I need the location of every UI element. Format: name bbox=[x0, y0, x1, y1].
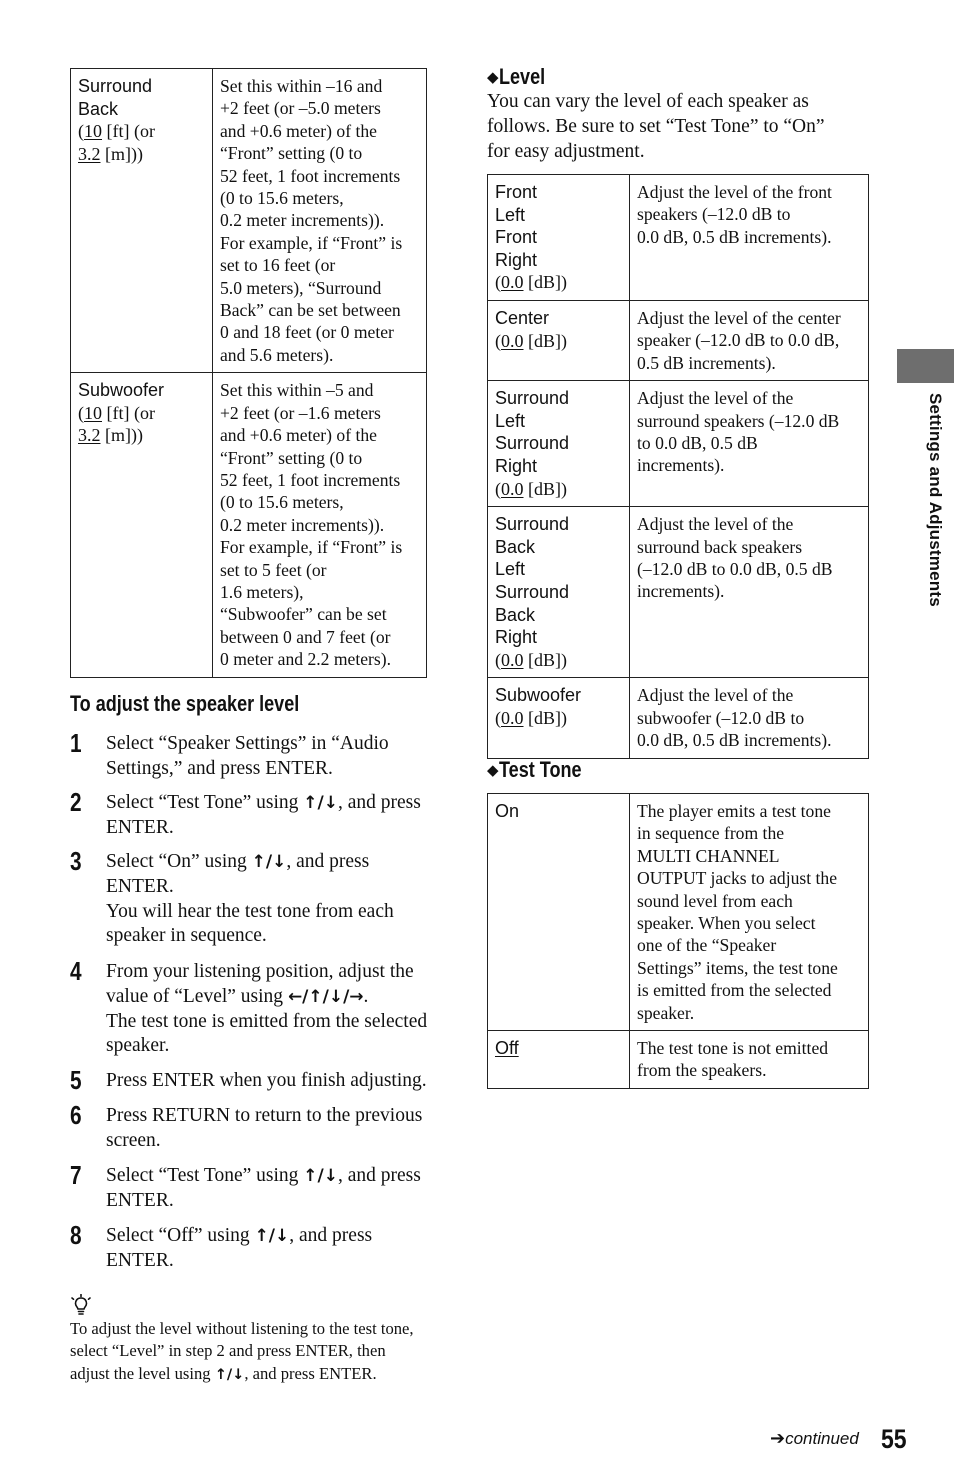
page-number: 55 bbox=[881, 1424, 907, 1454]
row-label bbox=[71, 373, 213, 677]
up-down-arrow-icon: ↑/↓ bbox=[251, 852, 287, 872]
test-tone-table bbox=[487, 793, 869, 1089]
arrow-right-icon: ➔ bbox=[770, 1428, 786, 1449]
default-value: 3.2 [m])) bbox=[78, 143, 143, 164]
section-heading: To adjust the speaker level bbox=[70, 691, 300, 716]
row-label bbox=[71, 69, 213, 373]
step-5: 5 Press ENTER when you finish adjusting. bbox=[70, 1065, 427, 1095]
continued-note: ➔continued bbox=[770, 1428, 859, 1449]
level-intro: You can vary the level of each speaker as follows. Be sure to set “Test Tone” to “On” for easy adjustment. bbox=[487, 91, 825, 162]
table-row bbox=[488, 175, 869, 301]
step-6: 6 Press RETURN to return to the previous screen. bbox=[70, 1100, 423, 1151]
step-number: 8 bbox=[70, 1220, 82, 1250]
table-row bbox=[488, 1031, 869, 1089]
step-number: 5 bbox=[70, 1065, 82, 1095]
step-1: 1 Select “Speaker Settings” in “Audio Settings,” and press ENTER. bbox=[70, 728, 389, 779]
lightbulb-icon bbox=[70, 1294, 92, 1316]
step-8: 8 Select “Off” using ↑/↓, and press ENTER. bbox=[70, 1220, 373, 1271]
table-row bbox=[488, 794, 869, 1031]
speaker-distance-table bbox=[70, 68, 427, 678]
level-table bbox=[487, 174, 869, 759]
level-heading: ◆Level bbox=[487, 64, 545, 89]
step-7: 7 Select “Test Tone” using ↑/↓, and press ENTER. bbox=[70, 1160, 421, 1211]
default-value: (0.0 [dB]) bbox=[495, 330, 567, 351]
row-description: Adjust the level of the subwoofer (–12.0 dB to 0.0 dB, 0.5 dB increments). bbox=[630, 678, 869, 758]
row-label: Surround Left Surround Right (0.0 [dB]) bbox=[488, 381, 630, 507]
step-4: 4 From your listening position, adjust the value of “Level” using ←/↑/↓/→. The test tone is emitted from the selected speaker. bbox=[70, 956, 428, 1057]
up-down-arrow-icon: ↑/↓ bbox=[214, 1366, 245, 1383]
default-value: 3.2 [m])) bbox=[78, 425, 143, 446]
step-number: 7 bbox=[70, 1160, 82, 1190]
row-description: Adjust the level of the front speakers (–12.0 dB to 0.0 dB, 0.5 dB increments). bbox=[630, 175, 869, 301]
row-description: Set this within –5 and +2 feet (or –1.6 meters and +0.6 meter) of the “Front” setting (0 to 52 feet, 1 foot increments (0 to 15.6 meters, 0.2 meter increments)). For example, if “Front” is set to 5 feet (or 1.6 meters), “Subwoofer” can be set between 0 and 7 feet (or 0 meter and 2.2 meters). bbox=[213, 373, 427, 677]
row-description: Set this within –16 and +2 feet (or –5.0 meters and +0.6 meter) of the “Front” setting (0 to 52 feet, 1 foot increments (0 to 15.6 meters, 0.2 meter increments)). For example, if “Front” is set to 16 feet (or 5.0 meters), “Surround Back” can be set between 0 and 18 feet (or 0 meter and 5.6 meters). bbox=[213, 69, 427, 373]
table-row bbox=[71, 69, 427, 373]
table-row bbox=[488, 507, 869, 678]
row-description: Adjust the level of the surround back speakers (–12.0 dB to 0.0 dB, 0.5 dB increments). bbox=[630, 507, 869, 678]
default-value: (10 [ft] (or bbox=[78, 402, 155, 423]
table-row bbox=[488, 678, 869, 758]
default-value: (10 [ft] (or bbox=[78, 121, 155, 142]
table-row bbox=[71, 373, 427, 677]
up-down-arrow-icon: ↑/↓ bbox=[303, 1166, 338, 1186]
table-row bbox=[488, 300, 869, 380]
row-label: Subwoofer (0.0 [dB]) bbox=[488, 678, 630, 758]
diamond-bullet-icon: ◆ bbox=[487, 761, 499, 779]
row-description: Adjust the level of the surround speakers (–12.0 dB to 0.0 dB, 0.5 dB increments). bbox=[630, 381, 869, 507]
row-description: The test tone is not emitted from the speakers. bbox=[630, 1031, 869, 1089]
default-value: (0.0 [dB]) bbox=[495, 478, 567, 499]
section-tab-marker bbox=[897, 349, 954, 383]
step-number: 2 bbox=[70, 787, 82, 817]
step-2: 2 Select “Test Tone” using ↑/↓, and press ENTER. bbox=[70, 787, 421, 838]
row-label: Surround Back Left Surround Back Right (0.0 [dB]) bbox=[488, 507, 630, 678]
row-label: Front Left Front Right (0.0 [dB]) bbox=[488, 175, 630, 301]
row-label: Off bbox=[488, 1031, 630, 1089]
up-down-arrow-icon: ↑/↓ bbox=[254, 1226, 290, 1246]
step-number: 6 bbox=[70, 1100, 82, 1130]
default-value: (0.0 [dB]) bbox=[495, 707, 567, 728]
four-way-arrow-icon: ←/↑/↓/→ bbox=[287, 986, 364, 1007]
row-description: Adjust the level of the center speaker (–12.0 dB to 0.0 dB, 0.5 dB increments). bbox=[630, 300, 869, 380]
label-line: Back bbox=[78, 98, 119, 119]
label-line: Surround bbox=[78, 76, 153, 96]
step-3: 3 Select “On” using ↑/↓, and press ENTER. You will hear the test tone from each speaker in sequence. bbox=[70, 846, 394, 947]
diamond-bullet-icon: ◆ bbox=[487, 68, 499, 86]
test-tone-heading: ◆Test Tone bbox=[487, 757, 582, 782]
default-value: (0.0 [dB]) bbox=[495, 272, 567, 293]
row-label: On bbox=[488, 794, 630, 1031]
tip-text: To adjust the level without listening to the test tone, select “Level” in step 2 and press ENTER, then adjust the level using ↑/↓, and press ENTER. bbox=[70, 1319, 414, 1383]
default-value: (0.0 [dB]) bbox=[495, 649, 567, 670]
table-row bbox=[488, 381, 869, 507]
row-description: The player emits a test tone in sequence from the MULTI CHANNEL OUTPUT jacks to adjust the sound level from each speaker. When you select one of the “Speaker Settings” items, the test tone is emitted from the selected speaker. bbox=[630, 794, 869, 1031]
step-number: 4 bbox=[70, 956, 82, 986]
row-label: Center (0.0 [dB]) bbox=[488, 300, 630, 380]
step-number: 1 bbox=[70, 728, 82, 758]
up-down-arrow-icon: ↑/↓ bbox=[303, 793, 338, 813]
step-number: 3 bbox=[70, 846, 82, 876]
label-line: Subwoofer bbox=[78, 380, 165, 401]
sidebar-section-label: Settings and Adjustments bbox=[926, 393, 945, 607]
